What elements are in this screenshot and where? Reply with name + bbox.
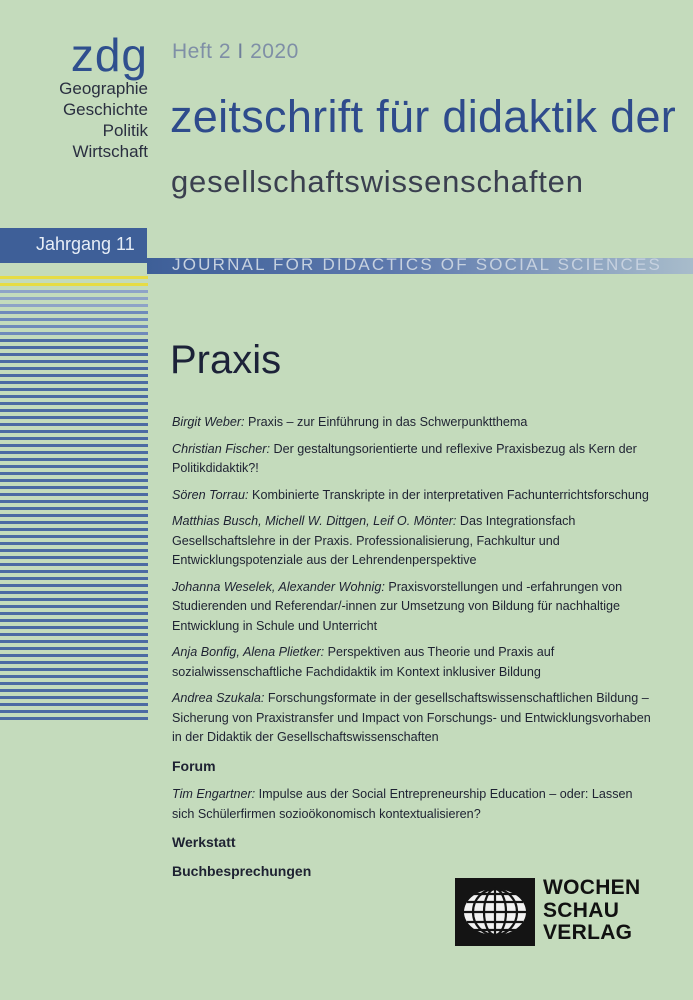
stripe-line: [0, 430, 148, 433]
publisher-line: SCHAU: [543, 898, 620, 922]
stripe-line: [0, 276, 148, 279]
toc-author: Christian Fischer:: [172, 441, 270, 456]
stripe-line: [0, 703, 148, 706]
stripe-line: [0, 675, 148, 678]
stripe-line: [0, 318, 148, 321]
stripe-line: [0, 444, 148, 447]
toc-title: Perspektiven aus Theorie und Praxis auf sozialwissenschaftliche Fachdidaktik im Kontext inklusiver Bildung: [172, 645, 555, 679]
stripe-line: [0, 717, 148, 720]
stripe-line: [0, 416, 148, 419]
stripe-line: [0, 388, 148, 391]
stripe-line: [0, 437, 148, 440]
stripe-line: [0, 374, 148, 377]
stripe-line: [0, 563, 148, 566]
toc-entry: [172, 512, 658, 571]
decorative-stripes: [0, 276, 148, 724]
stripe-line: [0, 479, 148, 482]
brand-subject: Geschichte: [62, 100, 148, 119]
stripe-line: [0, 584, 148, 587]
stripe-line: [0, 346, 148, 349]
publisher-line: WOCHEN: [543, 876, 641, 899]
issue-line: [172, 40, 299, 64]
toc-title: Praxis – zur Einführung in das Schwerpunktthema: [244, 415, 528, 429]
toc-title: Kombinierte Transkripte in der interpretativen Fachunterrichtsforschung: [248, 487, 649, 502]
publisher-logo: [455, 878, 655, 948]
stripe-line: [0, 689, 148, 692]
stripe-line: [0, 451, 148, 454]
toc-entry: [172, 785, 658, 824]
stripe-line: [0, 423, 148, 426]
stripe-line: [0, 353, 148, 356]
brand-subject: Geographie: [59, 79, 148, 98]
toc-entry: [172, 486, 658, 506]
stripe-line: [0, 661, 148, 664]
stripe-line: [0, 654, 148, 657]
journal-title: zeitschrift für didaktik der: [170, 91, 677, 142]
stripe-line: [0, 311, 148, 314]
stripe-line: [0, 619, 148, 622]
issue-year: 2020: [250, 40, 299, 63]
stripe-line: [0, 556, 148, 559]
toc-title: Praxisvorstellungen und -erfahrungen von Studierenden und Referendar/-innen zur Umsetzung von Bildung für nachhaltige Entwicklung in Schule und Unterricht: [172, 579, 623, 633]
stripe-line: [0, 339, 148, 342]
brand-subject: Politik: [102, 121, 148, 140]
stripe-line: [0, 668, 148, 671]
stripe-line: [0, 598, 148, 601]
stripe-line: [0, 542, 148, 545]
stripe-line: [0, 283, 148, 286]
stripe-line: [0, 304, 148, 307]
stripe-line: [0, 360, 148, 363]
publisher-line: VERLAG: [543, 921, 633, 944]
stripe-line: [0, 640, 148, 643]
stripe-line: [0, 507, 148, 510]
stripe-line: [0, 486, 148, 489]
stripe-line: [0, 696, 148, 699]
toc-author: Sören Torrau:: [172, 487, 249, 502]
stripe-line: [0, 500, 148, 503]
stripe-line: [0, 549, 148, 552]
toc-author: Matthias Busch, Michell W. Dittgen, Leif O. Mönter:: [172, 514, 457, 528]
brand-block: [28, 29, 148, 162]
toc-author: Andrea Szukala:: [172, 691, 265, 705]
stripe-line: [0, 465, 148, 468]
stripe-line: [0, 381, 148, 384]
toc-title: Der gestaltungsorientierte und reflexive Praxisbezug als Kern der Politikdidaktik?!: [172, 441, 637, 475]
stripe-line: [0, 332, 148, 335]
brand-subject: Wirtschaft: [72, 142, 148, 161]
brand-code: zdg: [70, 29, 148, 81]
issue-number: Heft 2: [172, 40, 232, 63]
publisher-name: [543, 877, 640, 945]
stripe-line: [0, 325, 148, 328]
toc-entry: [172, 643, 658, 682]
stripe-line: [0, 395, 148, 398]
stripe-line: [0, 626, 148, 629]
stripe-line: [0, 402, 148, 405]
werkstatt-heading: Werkstatt: [172, 834, 236, 850]
stripe-line: [0, 633, 148, 636]
stripe-line: [0, 647, 148, 650]
stripe-line: [0, 367, 148, 370]
volume-label: Jahrgang 11: [36, 234, 135, 254]
journal-english-title: JOURNAL FOR DIDACTICS OF SOCIAL SCIENCES: [172, 255, 663, 274]
stripe-line: [0, 710, 148, 713]
book-reviews-heading: Buchbesprechungen: [172, 862, 312, 879]
stripe-line: [0, 493, 148, 496]
table-of-contents: [172, 413, 658, 890]
stripe-line: [0, 290, 148, 293]
stripe-line: [0, 612, 148, 615]
journal-subtitle: gesellschaftswissenschaften: [171, 164, 584, 199]
toc-author: Tim Engartner:: [172, 787, 256, 801]
globe-graphic: [455, 878, 535, 946]
stripe-line: [0, 577, 148, 580]
stripe-line: [0, 409, 148, 412]
forum-heading: Forum: [172, 757, 216, 774]
toc-author: Johanna Weselek, Alexander Wohnig:: [172, 579, 385, 594]
stripe-line: [0, 528, 148, 531]
toc-entry: [172, 689, 658, 748]
stripe-line: [0, 682, 148, 685]
stripe-line: [0, 514, 148, 517]
toc-entry: [172, 440, 658, 479]
toc-entry: [172, 578, 658, 637]
toc-title: Das Integrationsfach Gesellschaftslehre in der Praxis. Professionalisierung, Fachkultur und Entwicklungspotenziale aus der Lehrendenperspektive: [172, 514, 576, 567]
toc-entry: [172, 413, 658, 433]
toc-title: Impulse aus der Social Entrepreneurship Education – oder: Lassen sich Schülerfirmen sozioökonomisch kontextualisieren?: [172, 787, 633, 821]
stripe-line: [0, 472, 148, 475]
stripe-line: [0, 297, 148, 300]
stripe-line: [0, 458, 148, 461]
toc-author: Anja Bonfig, Alena Plietker:: [172, 645, 325, 659]
stripe-line: [0, 591, 148, 594]
stripe-line: [0, 521, 148, 524]
globe-icon: [455, 878, 535, 946]
stripe-line: [0, 570, 148, 573]
section-title: Praxis: [170, 338, 282, 382]
toc-title: Forschungsformate in der gesellschaftswissenschaftlichen Bildung – Sicherung von Praxistransfer und Impact von Forschungs- und Entwicklungsvorhaben in der Didaktik der Gesellschaftswissenschaften: [172, 691, 651, 744]
issue-separator: I: [237, 40, 244, 63]
stripe-line: [0, 535, 148, 538]
toc-author: Birgit Weber:: [172, 415, 245, 429]
stripe-line: [0, 605, 148, 608]
